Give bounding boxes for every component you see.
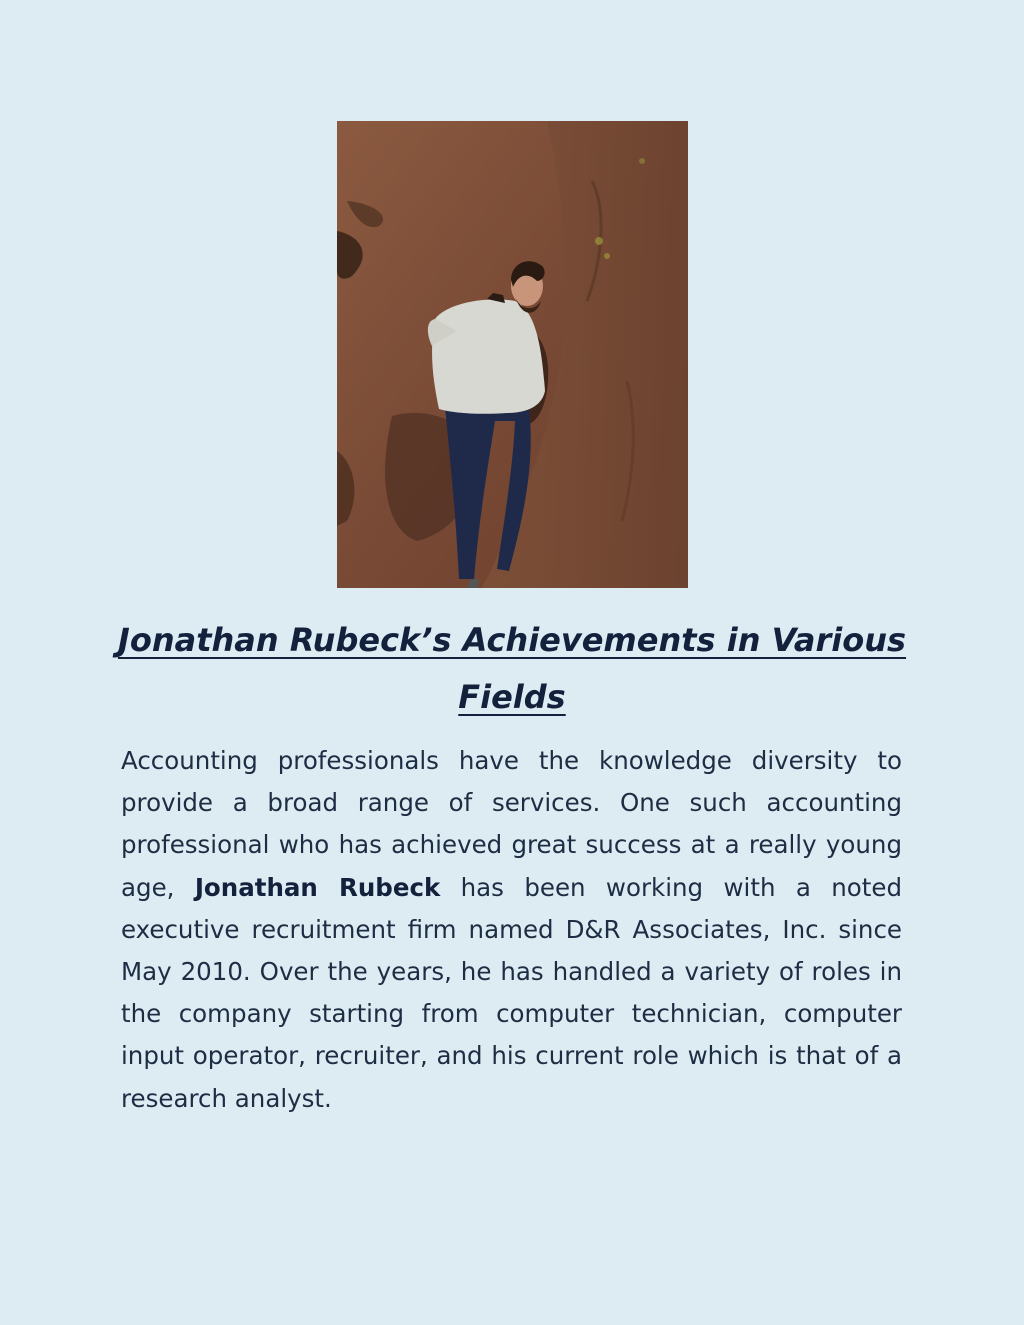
body-paragraph bbox=[121, 740, 902, 1120]
person-name: Jonathan Rubeck bbox=[194, 872, 441, 902]
photo-illustration bbox=[337, 121, 688, 588]
page-title: Jonathan Rubeck’s Achievements in Various Fields bbox=[117, 621, 907, 716]
paragraph-rest: has been working with a noted executive recruitment firm named D&R Associates, Inc. since May 2010. Over the years, he has handled a variety of roles in the company starting from computer technician, computer input operator, recruiter, and his current role which is that of a research analyst. bbox=[121, 872, 902, 1113]
rock-climber-photo bbox=[337, 121, 688, 588]
paragraph-intro: Accounting professionals have the knowledge diversity to provide a broad range of services. One such accounting professional who has achieved great success at a really young age, bbox=[121, 746, 902, 902]
